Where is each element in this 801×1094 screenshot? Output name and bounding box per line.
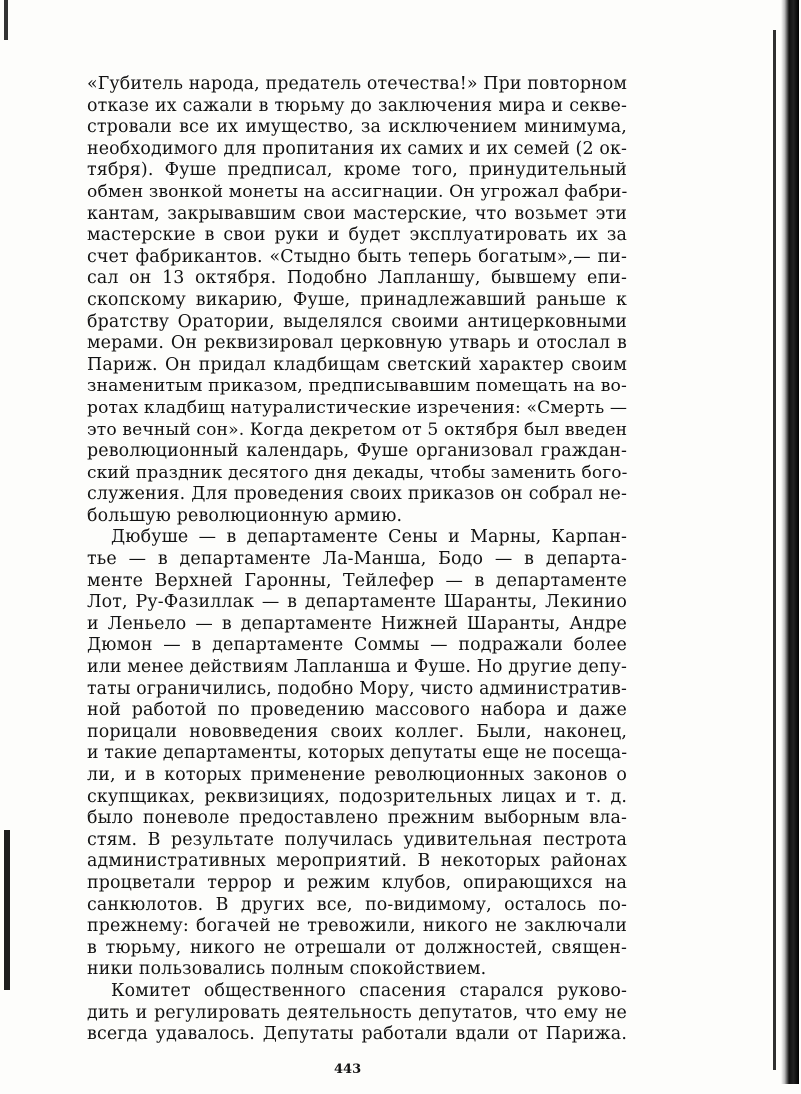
page-number: 443 — [334, 1062, 362, 1077]
scan-gutter-line — [773, 30, 776, 1070]
text-line: Париж. Он придал кладбищам светский характер своим — [87, 354, 627, 375]
text-line: всегда удавалось. Депутаты работали вдали от Парижа. — [87, 1024, 627, 1045]
text-line: или менее действиям Лапланша и Фуше. Но другие депу- — [87, 657, 627, 678]
text-line: ский праздник десятого дня декады, чтобы заменить бого- — [87, 462, 628, 483]
text-line: это вечный сон». Когда декретом от 5 октября был введен — [87, 419, 628, 440]
text-line: ники пользовались полным спокойствием. — [87, 959, 487, 980]
text-line: большую революционную армию. — [87, 505, 403, 526]
body-text — [87, 74, 627, 1046]
text-line: ротах кладбищ натуралистические изречения: «Смерть — — [87, 397, 628, 418]
text-line: и Леньело — в департаменте Нижней Шаранты, Андре — [87, 613, 627, 634]
text-line: административных мероприятий. В некоторых районах — [87, 851, 627, 872]
text-line: менте Верхней Гаронны, Тейлефер — в департаменте — [87, 570, 627, 591]
text-line: кантам, закрывавшим свои мастерские, что возьмет эти — [87, 203, 627, 224]
text-line: порицали нововведения своих коллег. Были, наконец, — [87, 721, 627, 742]
text-line: счет фабрикантов. «Стыдно быть теперь богатым»,— пи- — [87, 246, 627, 267]
text-line: тье — в департаменте Ла-Манша, Бодо — в департа- — [87, 549, 627, 570]
text-line: Дюбуше — в департаменте Сены и Марны, Карпан- — [111, 527, 627, 548]
text-line: Дюмон — в департаменте Соммы — подражали более — [87, 635, 627, 656]
text-line: было поневоле предоставлено прежним выборным вла- — [87, 808, 627, 829]
text-line: мастерские в свои руки и будет эксплуатировать их за — [87, 225, 627, 246]
text-line: революционный календарь, Фуше организовал граждан- — [87, 441, 627, 462]
text-line: тября). Фуше предписал, кроме того, принудительный — [87, 160, 627, 181]
text-line: санкюлотов. В других все, по-видимому, осталось по- — [87, 894, 627, 915]
text-line: «Губитель народа, предатель отечества!» При повторном — [87, 74, 628, 94]
text-line: сал он 13 октября. Подобно Лапланшу, бывшему епи- — [87, 268, 627, 289]
text-line: необходимого для пропитания их самих и их семей (2 ок- — [87, 138, 628, 159]
text-line: стровали все их имущество, за исключением минимума, — [87, 117, 627, 138]
text-line: скопскому викарию, Фуше, принадлежавший раньше к — [87, 289, 627, 310]
text-line: стям. В результате получилась удивительная пестрота — [87, 829, 627, 850]
text-line: братству Оратории, выделялся своими антицерковными — [87, 311, 627, 332]
text-line: таты ограничились, подобно Мору, чисто административ- — [87, 678, 627, 699]
text-line: ли, и в которых применение революционных законов о — [87, 765, 627, 785]
text-line: процветали террор и режим клубов, опирающихся на — [87, 872, 627, 893]
text-line: знаменитым приказом, предписывавшим помещать на во- — [87, 376, 627, 397]
text-line: ной работой по проведению массового набора и даже — [87, 700, 627, 721]
scan-shadow-left — [4, 830, 10, 990]
scan-shadow-left-top — [4, 0, 8, 40]
text-line: и такие департаменты, которых депутаты еще не посеща- — [87, 743, 628, 764]
text-line: отказе их сажали в тюрьму до заключения мира и секве- — [87, 95, 627, 116]
text-line: в тюрьму, никого не отрешали от должностей, священ- — [87, 937, 627, 958]
text-line: Лот, Ру-Фазиллак — в департаменте Шаранты, Лекинио — [87, 592, 627, 613]
text-line: мерами. Он реквизировал церковную утварь и отослал в — [87, 333, 627, 354]
scan-shadow-right — [781, 0, 799, 1084]
text-line: прежнему: богачей не тревожили, никого не заключали — [87, 916, 627, 937]
text-line: служения. Для проведения своих приказов он собрал не- — [87, 484, 627, 505]
text-line: скупщиках, реквизициях, подозрительных лицах и т. д. — [87, 786, 627, 807]
text-line: Комитет общественного спасения старался руково- — [111, 980, 627, 1001]
text-line: дить и регулировать деятельность депутатов, что ему не — [87, 1002, 627, 1023]
text-line: обмен звонкой монеты на ассигнации. Он угрожал фабри- — [87, 181, 628, 202]
